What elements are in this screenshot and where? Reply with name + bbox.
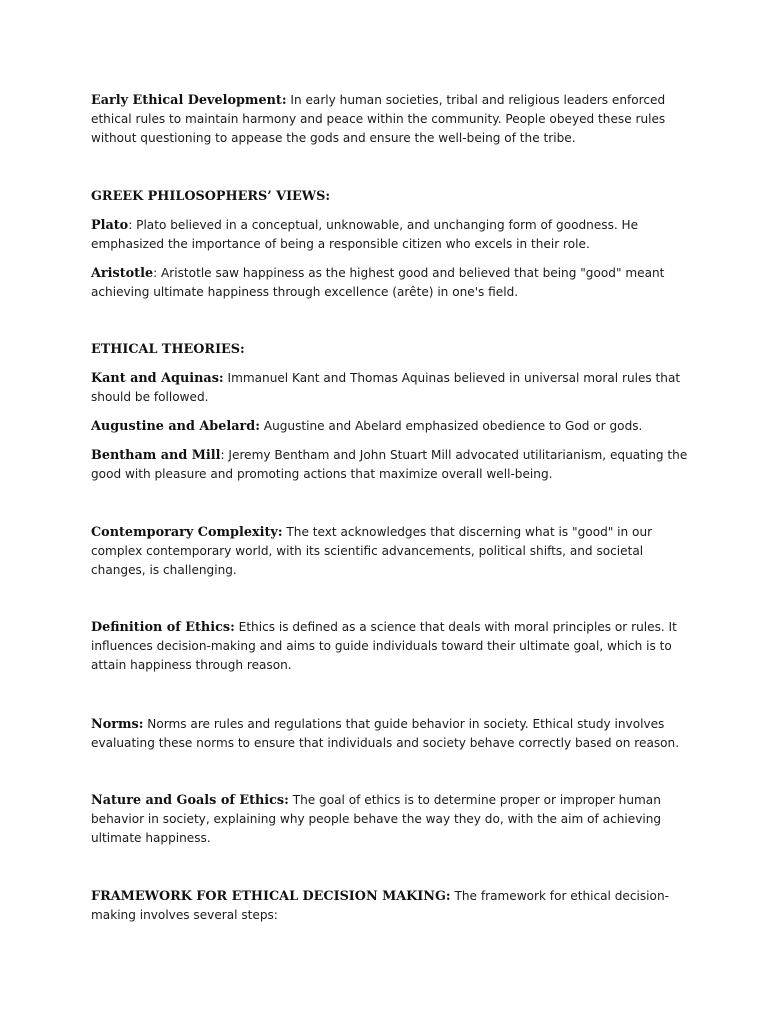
definition-of-ethics-paragraph — [91, 618, 691, 675]
paragraph-text: Augustine and Abelard emphasized obedience to God or gods. — [259, 419, 643, 433]
paragraph-lead: Definition of Ethics: — [91, 620, 235, 635]
early-ethical-development-paragraph — [91, 91, 691, 148]
paragraph-lead: Aristotle — [91, 266, 154, 281]
paragraph-text: The framework for ethical decision-making involves several steps: — [91, 889, 669, 922]
augustine-abelard-paragraph — [91, 417, 691, 436]
paragraph-lead: Bentham and Mill — [91, 448, 221, 463]
paragraph-lead: Early Ethical Development: — [91, 93, 287, 108]
paragraph-lead: Nature and Goals of Ethics: — [91, 793, 289, 808]
paragraph-text: Norms are rules and regulations that guide behavior in society. Ethical study involves evaluating these norms to ensure that individuals and society behave correctly based on reason. — [91, 717, 680, 750]
paragraph-lead: Kant and Aquinas: — [91, 371, 224, 386]
paragraph-lead: Contemporary Complexity: — [91, 525, 283, 540]
bentham-mill-paragraph — [91, 446, 691, 484]
plato-paragraph — [91, 216, 691, 254]
nature-goals-paragraph — [91, 791, 691, 848]
kant-aquinas-paragraph — [91, 369, 691, 407]
paragraph-text: Immanuel Kant and Thomas Aquinas believed in universal moral rules that should be followed. — [91, 371, 681, 404]
aristotle-paragraph — [91, 264, 691, 302]
paragraph-lead: Plato — [91, 218, 129, 233]
paragraph-lead: Augustine and Abelard: — [91, 419, 260, 434]
paragraph-text: In early human societies, tribal and religious leaders enforced ethical rules to maintain harmony and peace within the community. People obeyed these rules without questioning to appease the gods and ensure the well-being of the tribe. — [91, 93, 666, 145]
paragraph-text: The goal of ethics is to determine proper or improper human behavior in society, explaining why people behave the way they do, with the aim of achieving ultimate happiness. — [91, 793, 662, 845]
paragraph-text: Ethics is defined as a science that deals with moral principles or rules. It influences decision-making and aims to guide individuals toward their ultimate goal, which is to attain happiness through reason. — [91, 620, 677, 672]
paragraph-text: : Aristotle saw happiness as the highest good and believed that being "good" meant achieving ultimate happiness through excellence (arête) in one's field. — [91, 266, 665, 299]
paragraph-lead: Norms: — [91, 717, 144, 732]
ethical-theories-heading: ETHICAL THEORIES: — [91, 342, 245, 357]
norms-paragraph — [91, 715, 691, 753]
paragraph-lead: FRAMEWORK FOR ETHICAL DECISION MAKING: — [91, 889, 451, 904]
paragraph-text: The text acknowledges that discerning what is "good" in our complex contemporary world, with its scientific advancements, political shifts, and societal changes, is challenging. — [91, 525, 653, 577]
contemporary-complexity-paragraph — [91, 523, 691, 580]
paragraph-text: : Jeremy Bentham and John Stuart Mill advocated utilitarianism, equating the good with pleasure and promoting actions that maximize overall well-being. — [91, 448, 688, 481]
paragraph-text: : Plato believed in a conceptual, unknowable, and unchanging form of goodness. He emphasized the importance of being a responsible citizen who excels in their role. — [91, 218, 639, 251]
greek-philosophers-heading: GREEK PHILOSOPHERS’ VIEWS: — [91, 189, 331, 204]
framework-paragraph — [91, 887, 691, 925]
